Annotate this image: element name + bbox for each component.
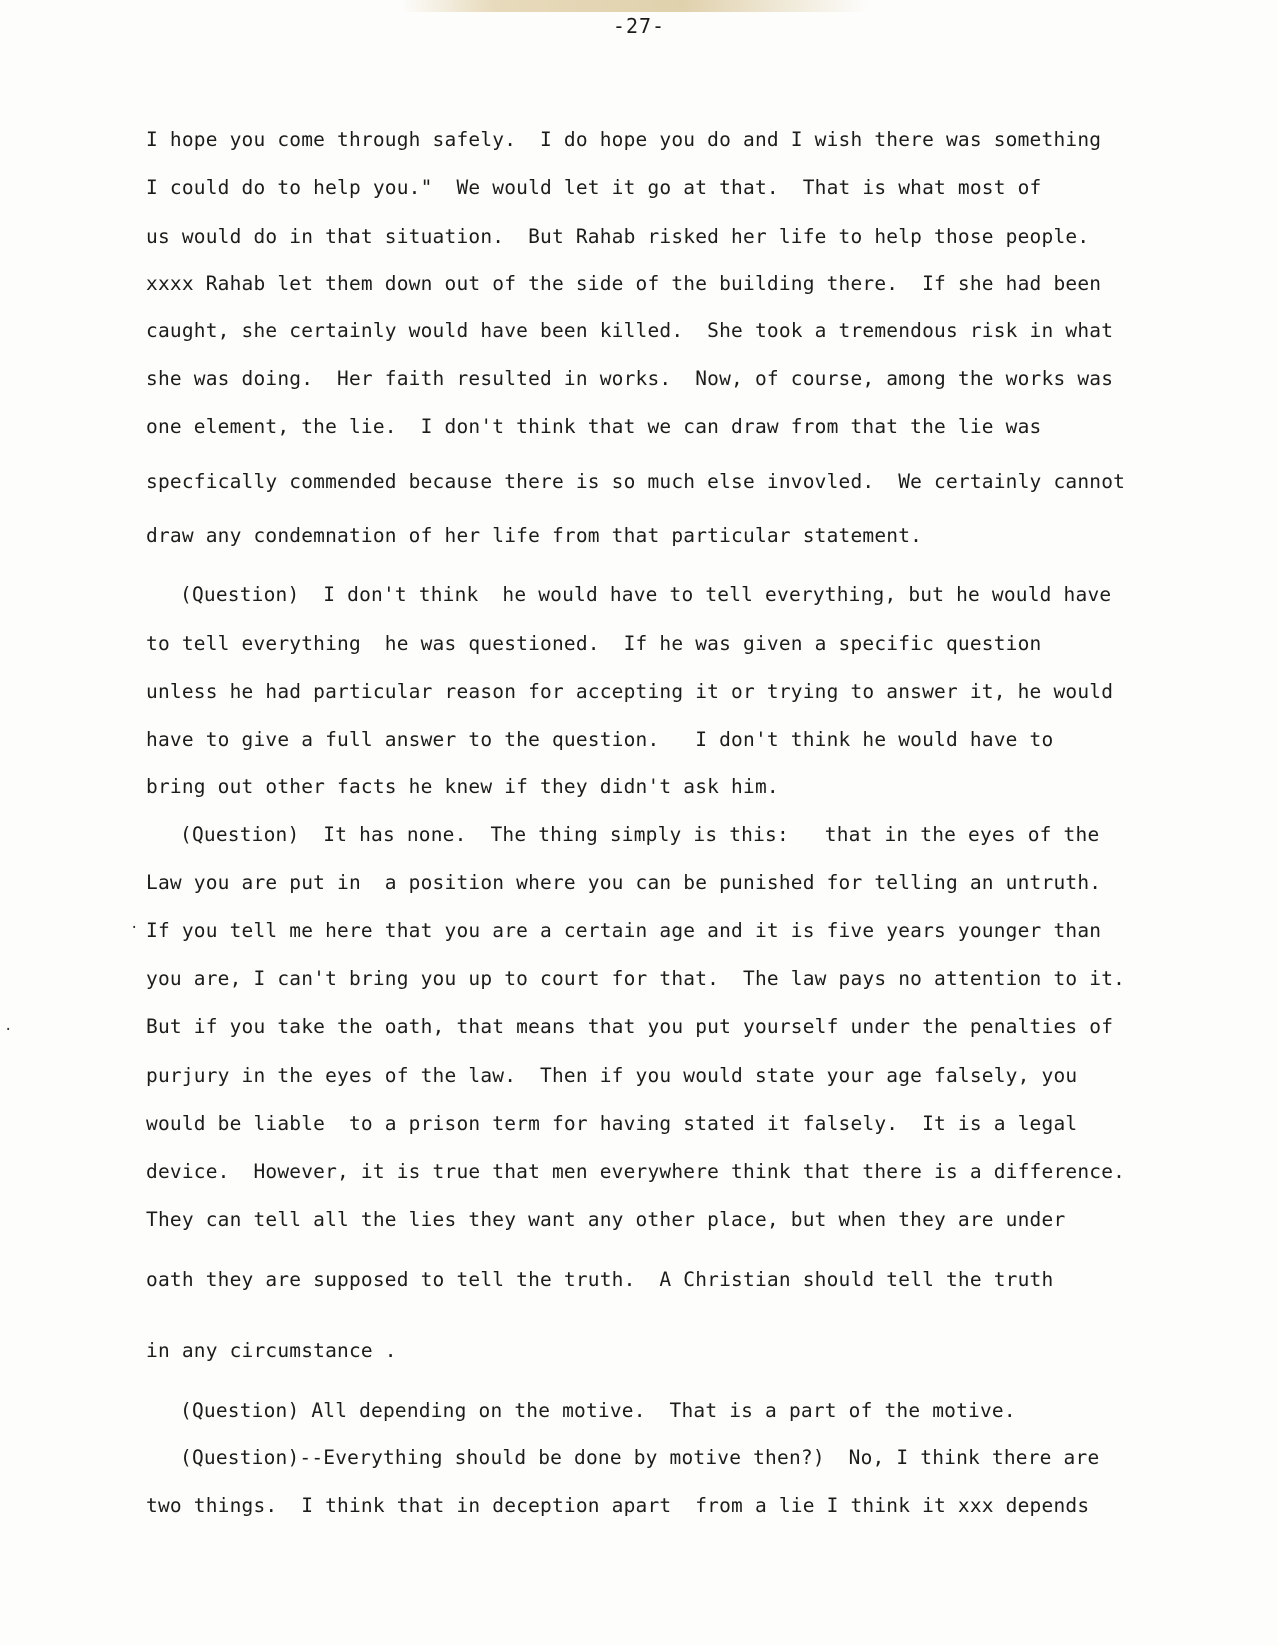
- text-line: you are, I can't bring you up to court for that. The law pays no attention to it.: [146, 967, 1126, 990]
- text-line: I could do to help you." We would let it go at that. That is what most of: [146, 176, 1042, 199]
- text-line: They can tell all the lies they want any other place, but when they are under: [146, 1208, 1066, 1231]
- text-line: If you tell me here that you are a certain age and it is five years younger than: [146, 919, 1102, 942]
- text-line: to tell everything he was questioned. If he was given a specific question: [146, 632, 1042, 655]
- text-line: one element, the lie. I don't think that we can draw from that the lie was: [146, 415, 1042, 438]
- text-line: two things. I think that in deception apart from a lie I think it xxx depends: [146, 1494, 1090, 1517]
- paper-stain: [400, 0, 870, 12]
- text-line: draw any condemnation of her life from that particular statement.: [146, 524, 923, 547]
- text-line: (Question)--Everything should be done by motive then?) No, I think there are: [180, 1446, 1100, 1469]
- margin-dot: ·: [130, 920, 139, 936]
- text-line: device. However, it is true that men everywhere think that there is a difference.: [146, 1160, 1126, 1183]
- page-number: -27-: [612, 14, 666, 38]
- text-line: Law you are put in a position where you can be punished for telling an untruth.: [146, 871, 1102, 894]
- text-line: unless he had particular reason for accepting it or trying to answer it, he would: [146, 680, 1114, 703]
- text-line: she was doing. Her faith resulted in works. Now, of course, among the works was: [146, 367, 1114, 390]
- text-line: (Question) I don't think he would have to tell everything, but he would have: [180, 583, 1112, 606]
- text-line: would be liable to a prison term for having stated it falsely. It is a legal: [146, 1112, 1078, 1135]
- text-line: xxxx Rahab let them down out of the side of the building there. If she had been: [146, 272, 1102, 295]
- text-line: (Question) It has none. The thing simply is this: that in the eyes of the: [180, 823, 1100, 846]
- text-line: bring out other facts he knew if they didn't ask him.: [146, 775, 779, 798]
- text-line: have to give a full answer to the question. I don't think he would have to: [146, 728, 1054, 751]
- text-line: (Question) All depending on the motive. That is a part of the motive.: [180, 1399, 1016, 1422]
- text-line: But if you take the oath, that means that you put yourself under the penalties of: [146, 1015, 1114, 1038]
- margin-dot: ·: [4, 1022, 13, 1038]
- text-line: purjury in the eyes of the law. Then if you would state your age falsely, you: [146, 1064, 1078, 1087]
- text-line: us would do in that situation. But Rahab risked her life to help those people.: [146, 225, 1090, 248]
- text-line: specfically commended because there is so much else invovled. We certainly cannot: [146, 470, 1126, 493]
- text-line: I hope you come through safely. I do hope you do and I wish there was something: [146, 128, 1102, 151]
- text-line: in any circumstance .: [146, 1339, 397, 1362]
- text-line: oath they are supposed to tell the truth. A Christian should tell the truth: [146, 1268, 1054, 1291]
- text-line: caught, she certainly would have been killed. She took a tremendous risk in what: [146, 319, 1114, 342]
